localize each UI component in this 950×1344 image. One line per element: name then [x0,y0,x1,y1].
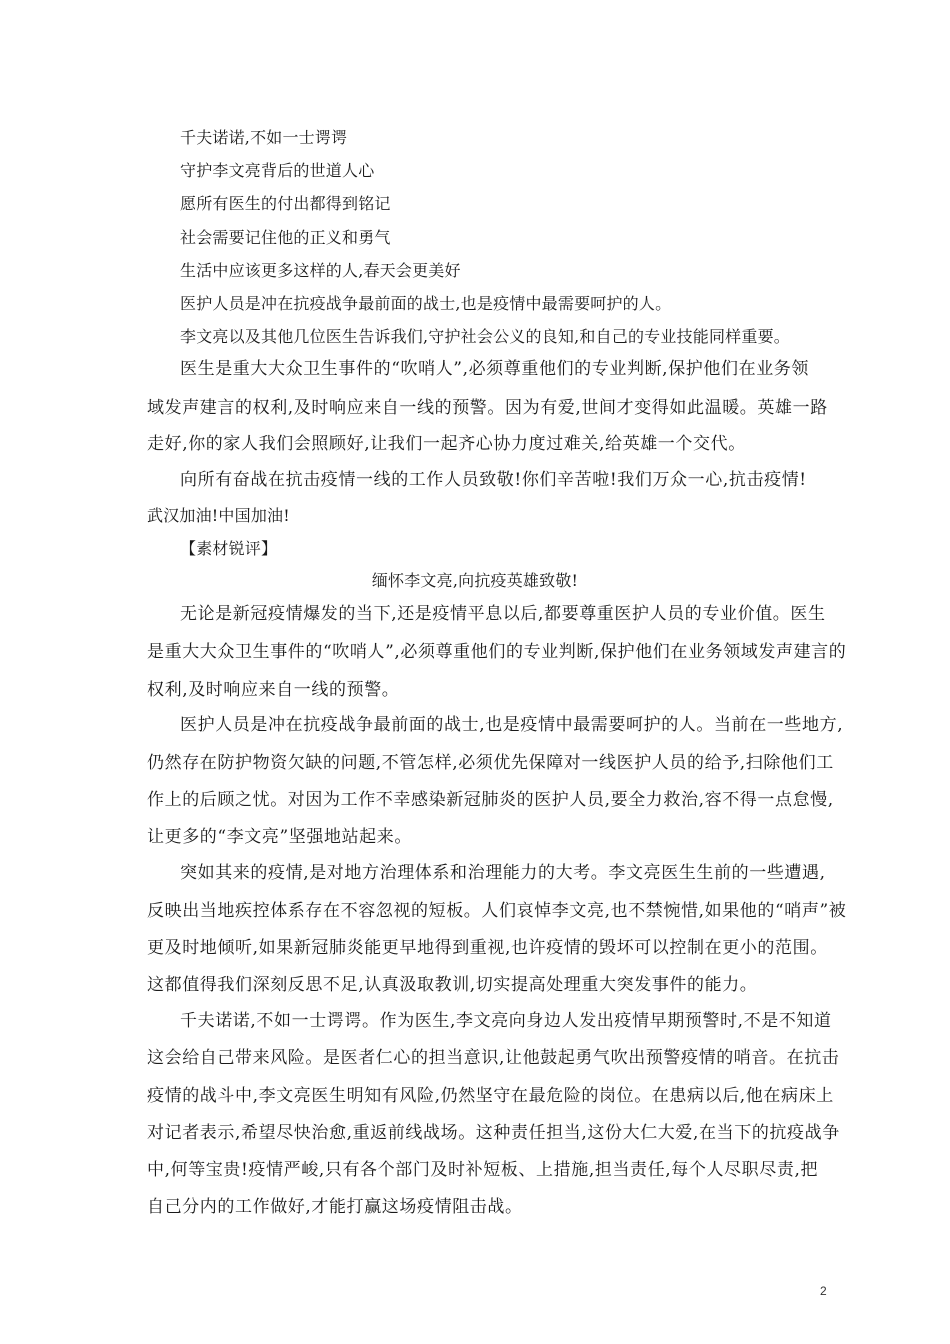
essay-line: 这都值得我们深刻反思不足,认真汲取教训,切实提高处理重大突发事件的能力。 [147,975,758,995]
paragraph-line: 医生是重大大众卫生事件的“吹哨人”,必须尊重他们的专业判断,保护他们在业务领 [180,359,809,379]
page-number: 2 [820,1284,827,1298]
essay-line: 对记者表示,希望尽快治愈,重返前线战场。这种责任担当,这份大仁大爱,在当下的抗疫战争 [147,1123,840,1143]
section-label: 【素材锐评】 [180,539,278,558]
essay-line: 医护人员是冲在抗疫战争最前面的战士,也是疫情中最需要呵护的人。当前在一些地方, [180,715,844,735]
opening-line: 医护人员是冲在抗疫战争最前面的战士,也是疫情中最需要呵护的人。 [180,294,672,313]
paragraph-line: 武汉加油!中国加油! [147,506,290,525]
paragraph-line: 域发声建言的权利,及时响应来自一线的预警。因为有爱,世间才变得如此温暖。英雄一路 [147,398,828,418]
essay-line: 中,何等宝贵!疫情严峻,只有各个部门及时补短板、上措施,担当责任,每个人尽职尽责,把 [147,1160,819,1180]
essay-line: 突如其来的疫情,是对地方治理体系和治理能力的大考。李文亮医生生前的一些遭遇, [180,863,826,883]
essay-line: 自己分内的工作做好,才能打赢这场疫情阻击战。 [147,1197,523,1217]
opening-line: 守护李文亮背后的世道人心 [180,161,375,180]
essay-line: 这会给自己带来风险。是医者仁心的担当意识,让他鼓起勇气吹出预警疫情的哨音。在抗击 [147,1048,840,1068]
section-title: 缅怀李文亮,向抗疫英雄致敬! [371,571,579,590]
opening-line: 生活中应该更多这样的人,春天会更美好 [180,261,461,280]
opening-line: 愿所有医生的付出都得到铭记 [180,194,391,213]
essay-line: 仍然存在防护物资欠缺的问题,不管怎样,必须优先保障对一线医护人员的给予,扫除他们工 [147,753,834,773]
essay-line: 权利,及时响应来自一线的预警。 [147,680,400,700]
opening-line: 千夫诺诺,不如一士谔谔 [180,128,348,147]
essay-line: 无论是新冠疫情爆发的当下,还是疫情平息以后,都要尊重医护人员的专业价值。医生 [180,604,826,624]
essay-line: 反映出当地疾控体系存在不容忽视的短板。人们哀悼李文亮,也不禁惋惜,如果他的“哨声”被 [147,901,847,921]
paragraph-line: 向所有奋战在抗击疫情一线的工作人员致敬!你们辛苦啦!我们万众一心,抗击疫情! [180,470,807,490]
essay-line: 让更多的“李文亮”坚强地站起来。 [147,827,412,847]
essay-line: 疫情的战斗中,李文亮医生明知有风险,仍然坚守在最危险的岗位。在患病以后,他在病床上 [147,1086,834,1106]
essay-line: 作上的后顾之忧。对因为工作不幸感染新冠肺炎的医护人员,要全力救治,容不得一点怠慢, [147,790,834,810]
essay-line: 是重大大众卫生事件的“吹哨人”,必须尊重他们的专业判断,保护他们在业务领域发声建言的 [147,642,847,662]
essay-line: 千夫诺诺,不如一士谔谔。作为医生,李文亮向身边人发出疫情早期预警时,不是不知道 [180,1011,832,1031]
opening-line: 李文亮以及其他几位医生告诉我们,守护社会公义的良知,和自己的专业技能同样重要。 [180,327,790,346]
paragraph-line: 走好,你的家人我们会照顾好,让我们一起齐心协力度过难关,给英雄一个交代。 [147,434,746,454]
essay-line: 更及时地倾听,如果新冠肺炎能更早地得到重视,也许疫情的毁坏可以控制在更小的范围。 [147,938,828,958]
opening-line: 社会需要记住他的正义和勇气 [180,228,391,247]
